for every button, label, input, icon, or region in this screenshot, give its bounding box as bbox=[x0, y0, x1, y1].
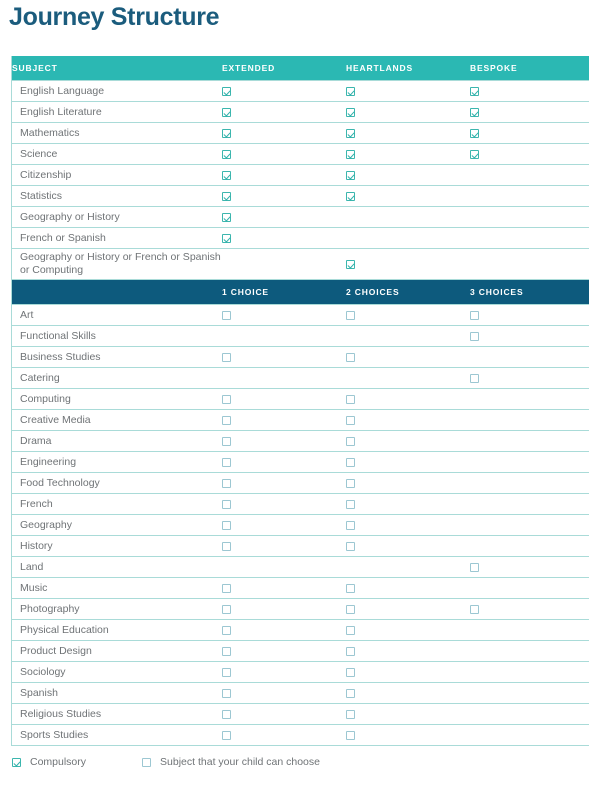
checked-checkbox-icon[interactable] bbox=[346, 192, 355, 201]
row-cell bbox=[222, 704, 346, 725]
row-cell bbox=[222, 536, 346, 557]
legend-label-compulsory: Compulsory bbox=[30, 756, 87, 768]
row-cell bbox=[346, 81, 470, 102]
row-cell bbox=[222, 165, 346, 186]
empty-checkbox-icon[interactable] bbox=[222, 458, 231, 467]
row-cell bbox=[470, 578, 589, 599]
empty-checkbox-icon[interactable] bbox=[470, 332, 479, 341]
row-cell bbox=[222, 326, 346, 347]
row-subject-label: Functional Skills bbox=[12, 326, 222, 347]
row-cell bbox=[470, 704, 589, 725]
empty-checkbox-icon[interactable] bbox=[470, 563, 479, 572]
core-subjects-table bbox=[12, 56, 589, 280]
row-cell bbox=[222, 186, 346, 207]
checked-checkbox-icon[interactable] bbox=[222, 213, 231, 222]
row-cell bbox=[346, 620, 470, 641]
row-subject-label: French or Spanish bbox=[12, 228, 222, 249]
row-cell bbox=[470, 144, 589, 165]
row-cell bbox=[222, 620, 346, 641]
empty-checkbox-icon[interactable] bbox=[222, 479, 231, 488]
column-header-two-choices: 2 CHOICES bbox=[346, 280, 470, 305]
empty-checkbox-icon[interactable] bbox=[346, 437, 355, 446]
row-cell bbox=[346, 326, 470, 347]
row-cell bbox=[470, 102, 589, 123]
table-row bbox=[12, 123, 589, 144]
checked-checkbox-icon[interactable] bbox=[222, 150, 231, 159]
checked-checkbox-icon[interactable] bbox=[346, 108, 355, 117]
checked-checkbox-icon[interactable] bbox=[222, 234, 231, 243]
row-cell bbox=[470, 557, 589, 578]
empty-checkbox-icon[interactable] bbox=[346, 416, 355, 425]
empty-checkbox-icon[interactable] bbox=[222, 584, 231, 593]
row-subject-label: Mathematics bbox=[12, 123, 222, 144]
row-cell bbox=[346, 186, 470, 207]
row-cell bbox=[470, 186, 589, 207]
empty-checkbox-icon[interactable] bbox=[346, 395, 355, 404]
table-row bbox=[12, 431, 589, 452]
column-header-bespoke: BESPOKE bbox=[470, 56, 589, 81]
choices-table-header-row bbox=[12, 280, 589, 305]
row-subject-label: French bbox=[12, 494, 222, 515]
row-subject-label: Business Studies bbox=[12, 347, 222, 368]
row-subject-label: Computing bbox=[12, 389, 222, 410]
table-row bbox=[12, 515, 589, 536]
row-cell bbox=[346, 389, 470, 410]
empty-checkbox-icon[interactable] bbox=[222, 605, 231, 614]
row-subject-label: Land bbox=[12, 557, 222, 578]
row-cell bbox=[222, 368, 346, 389]
row-cell bbox=[346, 515, 470, 536]
row-subject-label: Drama bbox=[12, 431, 222, 452]
row-cell bbox=[346, 662, 470, 683]
row-cell bbox=[470, 494, 589, 515]
checked-checkbox-icon[interactable] bbox=[222, 192, 231, 201]
row-cell bbox=[222, 207, 346, 228]
row-cell bbox=[346, 452, 470, 473]
checked-checkbox-icon[interactable] bbox=[346, 260, 355, 269]
row-cell bbox=[222, 228, 346, 249]
legend-item-choice bbox=[142, 756, 320, 768]
table-row bbox=[12, 186, 589, 207]
checked-checkbox-icon[interactable] bbox=[346, 87, 355, 96]
checked-checkbox-icon[interactable] bbox=[470, 87, 479, 96]
table-row bbox=[12, 347, 589, 368]
empty-checkbox-icon[interactable] bbox=[222, 731, 231, 740]
empty-checkbox-icon[interactable] bbox=[222, 647, 231, 656]
row-cell bbox=[222, 305, 346, 326]
row-subject-label: Geography bbox=[12, 515, 222, 536]
row-cell bbox=[346, 410, 470, 431]
table-row bbox=[12, 207, 589, 228]
empty-checkbox-icon[interactable] bbox=[346, 626, 355, 635]
row-subject-label: Catering bbox=[12, 368, 222, 389]
legend-item-compulsory bbox=[12, 756, 86, 768]
row-cell bbox=[222, 347, 346, 368]
table-row bbox=[12, 452, 589, 473]
empty-checkbox-icon[interactable] bbox=[346, 689, 355, 698]
row-cell bbox=[346, 431, 470, 452]
row-cell bbox=[346, 599, 470, 620]
row-cell bbox=[470, 641, 589, 662]
empty-checkbox-icon[interactable] bbox=[346, 710, 355, 719]
empty-checkbox-icon[interactable] bbox=[470, 374, 479, 383]
row-cell bbox=[470, 368, 589, 389]
row-cell bbox=[222, 641, 346, 662]
row-cell bbox=[470, 347, 589, 368]
empty-checkbox-icon[interactable] bbox=[222, 626, 231, 635]
row-cell bbox=[470, 81, 589, 102]
checked-checkbox-icon[interactable] bbox=[222, 87, 231, 96]
checked-checkbox-icon[interactable] bbox=[222, 129, 231, 138]
row-cell bbox=[470, 123, 589, 144]
checked-checkbox-icon[interactable] bbox=[222, 171, 231, 180]
row-cell bbox=[222, 473, 346, 494]
empty-checkbox-icon[interactable] bbox=[346, 479, 355, 488]
empty-checkbox-icon[interactable] bbox=[222, 437, 231, 446]
row-cell bbox=[346, 249, 470, 280]
row-cell bbox=[346, 578, 470, 599]
table-row bbox=[12, 578, 589, 599]
table-row bbox=[12, 305, 589, 326]
row-subject-label: Engineering bbox=[12, 452, 222, 473]
checked-checkbox-icon[interactable] bbox=[470, 150, 479, 159]
empty-checkbox-icon bbox=[142, 758, 151, 767]
row-subject-label: Photography bbox=[12, 599, 222, 620]
row-subject-label: History bbox=[12, 536, 222, 557]
row-subject-label: Citizenship bbox=[12, 165, 222, 186]
empty-checkbox-icon[interactable] bbox=[346, 311, 355, 320]
row-cell bbox=[346, 347, 470, 368]
row-subject-label: Religious Studies bbox=[12, 704, 222, 725]
empty-checkbox-icon[interactable] bbox=[346, 584, 355, 593]
checked-checkbox-icon[interactable] bbox=[346, 129, 355, 138]
row-subject-label: Art bbox=[12, 305, 222, 326]
empty-checkbox-icon[interactable] bbox=[470, 605, 479, 614]
row-cell bbox=[470, 620, 589, 641]
table-row bbox=[12, 662, 589, 683]
core-table-body bbox=[12, 81, 589, 280]
row-cell bbox=[470, 389, 589, 410]
empty-checkbox-icon[interactable] bbox=[346, 731, 355, 740]
empty-checkbox-icon[interactable] bbox=[222, 353, 231, 362]
row-subject-label: Physical Education bbox=[12, 620, 222, 641]
row-cell bbox=[222, 452, 346, 473]
checked-checkbox-icon[interactable] bbox=[222, 108, 231, 117]
table-row bbox=[12, 599, 589, 620]
row-cell bbox=[346, 123, 470, 144]
checked-checkbox-icon[interactable] bbox=[470, 129, 479, 138]
empty-checkbox-icon[interactable] bbox=[222, 668, 231, 677]
row-cell bbox=[222, 578, 346, 599]
row-subject-label: Geography or History or French or Spanish or Computing bbox=[12, 249, 222, 280]
table-row bbox=[12, 228, 589, 249]
empty-checkbox-icon[interactable] bbox=[222, 311, 231, 320]
row-cell bbox=[346, 536, 470, 557]
row-cell bbox=[222, 662, 346, 683]
table-row bbox=[12, 683, 589, 704]
row-subject-label: Spanish bbox=[12, 683, 222, 704]
empty-checkbox-icon[interactable] bbox=[222, 521, 231, 530]
row-cell bbox=[346, 102, 470, 123]
table-row bbox=[12, 641, 589, 662]
row-cell bbox=[346, 683, 470, 704]
row-cell bbox=[470, 599, 589, 620]
empty-checkbox-icon[interactable] bbox=[222, 689, 231, 698]
empty-checkbox-icon[interactable] bbox=[222, 416, 231, 425]
empty-checkbox-icon[interactable] bbox=[346, 542, 355, 551]
journey-structure-table-container bbox=[11, 56, 588, 746]
row-cell bbox=[346, 704, 470, 725]
empty-checkbox-icon[interactable] bbox=[346, 353, 355, 362]
empty-checkbox-icon[interactable] bbox=[346, 521, 355, 530]
row-cell bbox=[470, 326, 589, 347]
table-row bbox=[12, 557, 589, 578]
table-row bbox=[12, 494, 589, 515]
row-cell bbox=[346, 557, 470, 578]
row-subject-label: Music bbox=[12, 578, 222, 599]
table-row bbox=[12, 144, 589, 165]
row-subject-label: Sports Studies bbox=[12, 725, 222, 746]
column-header-three-choices: 3 CHOICES bbox=[470, 280, 589, 305]
row-cell bbox=[346, 473, 470, 494]
row-cell bbox=[470, 683, 589, 704]
row-cell bbox=[470, 662, 589, 683]
row-cell bbox=[222, 515, 346, 536]
row-cell bbox=[346, 641, 470, 662]
table-row bbox=[12, 473, 589, 494]
row-cell bbox=[346, 368, 470, 389]
empty-checkbox-icon[interactable] bbox=[222, 395, 231, 404]
empty-checkbox-icon[interactable] bbox=[470, 311, 479, 320]
table-row bbox=[12, 249, 589, 280]
table-row bbox=[12, 326, 589, 347]
checked-checkbox-icon bbox=[12, 758, 21, 767]
table-row bbox=[12, 536, 589, 557]
table-row bbox=[12, 165, 589, 186]
row-subject-label: Product Design bbox=[12, 641, 222, 662]
row-cell bbox=[470, 431, 589, 452]
row-cell bbox=[346, 207, 470, 228]
row-cell bbox=[222, 683, 346, 704]
checked-checkbox-icon[interactable] bbox=[470, 108, 479, 117]
row-cell bbox=[470, 452, 589, 473]
page-title: Journey Structure bbox=[9, 3, 220, 31]
row-subject-label: Creative Media bbox=[12, 410, 222, 431]
row-cell bbox=[222, 123, 346, 144]
row-cell bbox=[222, 494, 346, 515]
table-row bbox=[12, 81, 589, 102]
empty-checkbox-icon[interactable] bbox=[346, 458, 355, 467]
legend-label-choice: Subject that your child can choose bbox=[160, 756, 320, 768]
table-row bbox=[12, 725, 589, 746]
row-cell bbox=[470, 207, 589, 228]
row-cell bbox=[222, 557, 346, 578]
row-subject-label: English Language bbox=[12, 81, 222, 102]
row-cell bbox=[222, 144, 346, 165]
row-cell bbox=[346, 305, 470, 326]
row-subject-label: Statistics bbox=[12, 186, 222, 207]
row-cell bbox=[346, 725, 470, 746]
table-row bbox=[12, 620, 589, 641]
row-cell bbox=[470, 305, 589, 326]
column-header-choice-subject bbox=[12, 280, 222, 305]
row-cell bbox=[470, 410, 589, 431]
table-row bbox=[12, 389, 589, 410]
row-subject-label: Food Technology bbox=[12, 473, 222, 494]
row-cell bbox=[222, 249, 346, 280]
table-row bbox=[12, 704, 589, 725]
empty-checkbox-icon[interactable] bbox=[222, 500, 231, 509]
row-subject-label: Sociology bbox=[12, 662, 222, 683]
table-row bbox=[12, 368, 589, 389]
row-cell bbox=[346, 144, 470, 165]
empty-checkbox-icon[interactable] bbox=[346, 647, 355, 656]
row-cell bbox=[470, 536, 589, 557]
column-header-heartlands: HEARTLANDS bbox=[346, 56, 470, 81]
legend bbox=[12, 756, 320, 768]
row-cell bbox=[222, 725, 346, 746]
table-row bbox=[12, 410, 589, 431]
row-subject-label: English Literature bbox=[12, 102, 222, 123]
row-cell bbox=[222, 599, 346, 620]
row-cell bbox=[346, 165, 470, 186]
row-cell bbox=[470, 249, 589, 280]
empty-checkbox-icon[interactable] bbox=[222, 710, 231, 719]
row-cell bbox=[222, 389, 346, 410]
checked-checkbox-icon[interactable] bbox=[346, 171, 355, 180]
choices-table-body bbox=[12, 305, 589, 746]
row-subject-label: Science bbox=[12, 144, 222, 165]
row-cell bbox=[346, 494, 470, 515]
row-cell bbox=[470, 515, 589, 536]
column-header-subject: SUBJECT bbox=[12, 56, 222, 81]
empty-checkbox-icon[interactable] bbox=[346, 500, 355, 509]
empty-checkbox-icon[interactable] bbox=[346, 605, 355, 614]
checked-checkbox-icon[interactable] bbox=[346, 150, 355, 159]
row-cell bbox=[222, 410, 346, 431]
row-cell bbox=[470, 165, 589, 186]
row-subject-label: Geography or History bbox=[12, 207, 222, 228]
row-cell bbox=[470, 473, 589, 494]
row-cell bbox=[222, 102, 346, 123]
empty-checkbox-icon[interactable] bbox=[346, 668, 355, 677]
row-cell bbox=[470, 228, 589, 249]
row-cell bbox=[222, 431, 346, 452]
empty-checkbox-icon[interactable] bbox=[222, 542, 231, 551]
column-header-one-choice: 1 CHOICE bbox=[222, 280, 346, 305]
choice-subjects-table bbox=[12, 280, 589, 746]
row-cell bbox=[346, 228, 470, 249]
row-cell bbox=[222, 81, 346, 102]
column-header-extended: EXTENDED bbox=[222, 56, 346, 81]
row-cell bbox=[470, 725, 589, 746]
table-row bbox=[12, 102, 589, 123]
core-table-header-row bbox=[12, 56, 589, 81]
